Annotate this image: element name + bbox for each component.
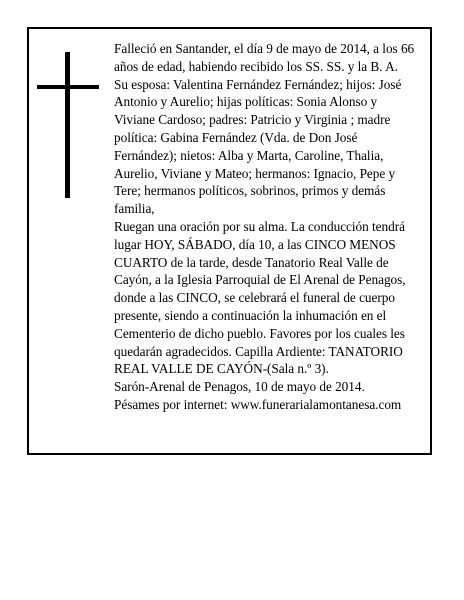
condolences-website: Pésames por internet: www.funerarialamontanesa.com xyxy=(114,396,402,412)
death-announcement: Falleció en Santander, el día 9 de mayo de 2014, a los 66 años de edad, habiendo recibido los SS. SS. y la B. A. xyxy=(114,41,415,74)
place-and-date: Sarón-Arenal de Penagos, 10 de mayo de 2014. xyxy=(114,379,365,395)
funeral-details: Ruegan una oración por su alma. La conducción tendrá lugar HOY, SÁBADO, día 10, a las CINCO MENOS CUARTO de la tarde, desde Tanatorio Real Valle de Cayón, a la Iglesia Parroquial de El Arenal de Penagos, donde a las CINCO, se celebrará el funeral de cuerpo presente, siendo a continuación la inhumación en el Cementerio de dicho pueblo. Favores por los cuales les quedarán agradecidos. Capilla Ardiente: TANATORIO REAL VALLE DE CAYÓN-(Sala n.º 3). xyxy=(114,218,406,377)
family-list: Su esposa: Valentina Fernández Fernández; hijos: José Antonio y Aurelio; hijas políticas: Sonia Alonso y Viviane Cardoso; padres: Patricio y Virginia ; madre política: Gabina Fernández (Vda. de Don José Fernández); nietos: Alba y Marta, Caroline, Thalia, Aurelio, Viviane y Mateo; hermanos: Ignacio, Pepe y Tere; hermanos políticos, sobrinos, primos y demás familia, xyxy=(114,76,402,217)
obituary-text xyxy=(114,40,418,414)
latin-cross-icon xyxy=(37,52,99,198)
